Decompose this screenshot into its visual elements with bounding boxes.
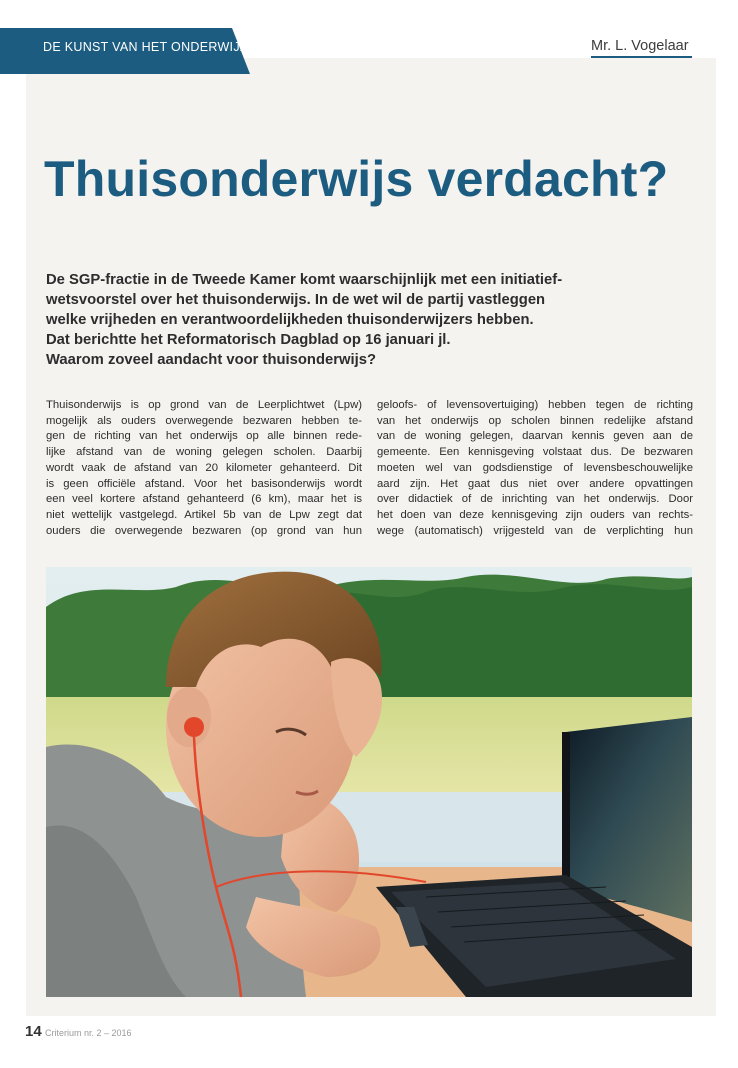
body-line: geloofs- of levensovertuiging) hebben tegen de richting bbox=[377, 399, 693, 411]
body-line: ouders die overwegende bezwaren (op grond van hun bbox=[46, 524, 362, 537]
photo-boy-laptop bbox=[46, 567, 692, 997]
intro-line: De SGP-fractie in de Tweede Kamer komt waarschijnlijk met een initiatief- bbox=[46, 272, 563, 288]
body-line: gemeente. Een kennisgeving volstaat dus. De bezwaren bbox=[377, 446, 693, 459]
body-line: aard zijn. Het gaat dus niet over andere opvattingen bbox=[377, 477, 693, 490]
page-number: 14 bbox=[25, 1023, 42, 1040]
article-intro bbox=[46, 270, 576, 370]
author-name: Mr. L. Vogelaar bbox=[591, 38, 692, 58]
body-line: een veel kortere afstand gehanteerd (6 km), maar het is bbox=[46, 493, 362, 506]
body-line: Thuisonderwijs is op grond van de Leerplichtwet (Lpw) bbox=[46, 399, 362, 411]
intro-line: welke vrijheden en verantwoordelijkheden thuisonderwijzers hebben. bbox=[46, 312, 534, 328]
body-line: het doen van deze kennisgeving zijn ouders van rechts- bbox=[377, 508, 693, 521]
body-line: wordt vaak de afstand van 20 kilometer gehanteerd. Dit bbox=[46, 461, 362, 474]
body-column-right bbox=[377, 398, 693, 539]
article-title: Thuisonderwijs verdacht? bbox=[44, 151, 669, 207]
publication-info: Criterium nr. 2 – 2016 bbox=[45, 1028, 132, 1038]
body-line: gen de richting van het onderwijs op alle binnen rede- bbox=[46, 430, 362, 443]
intro-line: Dat berichtte het Reformatorisch Dagblad op 16 januari jl. bbox=[46, 332, 451, 348]
intro-line: Waarom zoveel aandacht voor thuisonderwijs? bbox=[46, 352, 376, 368]
intro-line: wetsvoorstel over het thuisonderwijs. In de wet wil de partij vastleggen bbox=[46, 292, 546, 308]
body-line: over didactiek of de inrichting van het onderwijs. Door bbox=[377, 493, 693, 506]
body-line: moeten wel van godsdienstige of levensbeschouwelijke bbox=[377, 461, 693, 474]
body-line: lijke afstand van de woning gelegen scholen. Daarbij bbox=[46, 446, 362, 459]
body-line: is geen officiële afstand. Voor het basisonderwijs wordt bbox=[46, 477, 362, 490]
body-column-left bbox=[46, 398, 362, 539]
body-line: van het onderwijs op scholen binnen redelijke afstand bbox=[377, 414, 693, 427]
body-line: mogelijk als ouders overwegende bezwaren hebben te- bbox=[46, 414, 362, 427]
body-line: niet wettelijk vastgelegd. Artikel 5b van de Lpw zegt dat bbox=[46, 508, 362, 521]
body-line: van de woning gelegen, daarvan kennis geven aan de bbox=[377, 430, 693, 443]
section-label: DE KUNST VAN HET ONDERWIJZEN bbox=[43, 40, 266, 54]
body-line: wege (automatisch) vrijgesteld van de verplichting hun bbox=[377, 524, 693, 537]
